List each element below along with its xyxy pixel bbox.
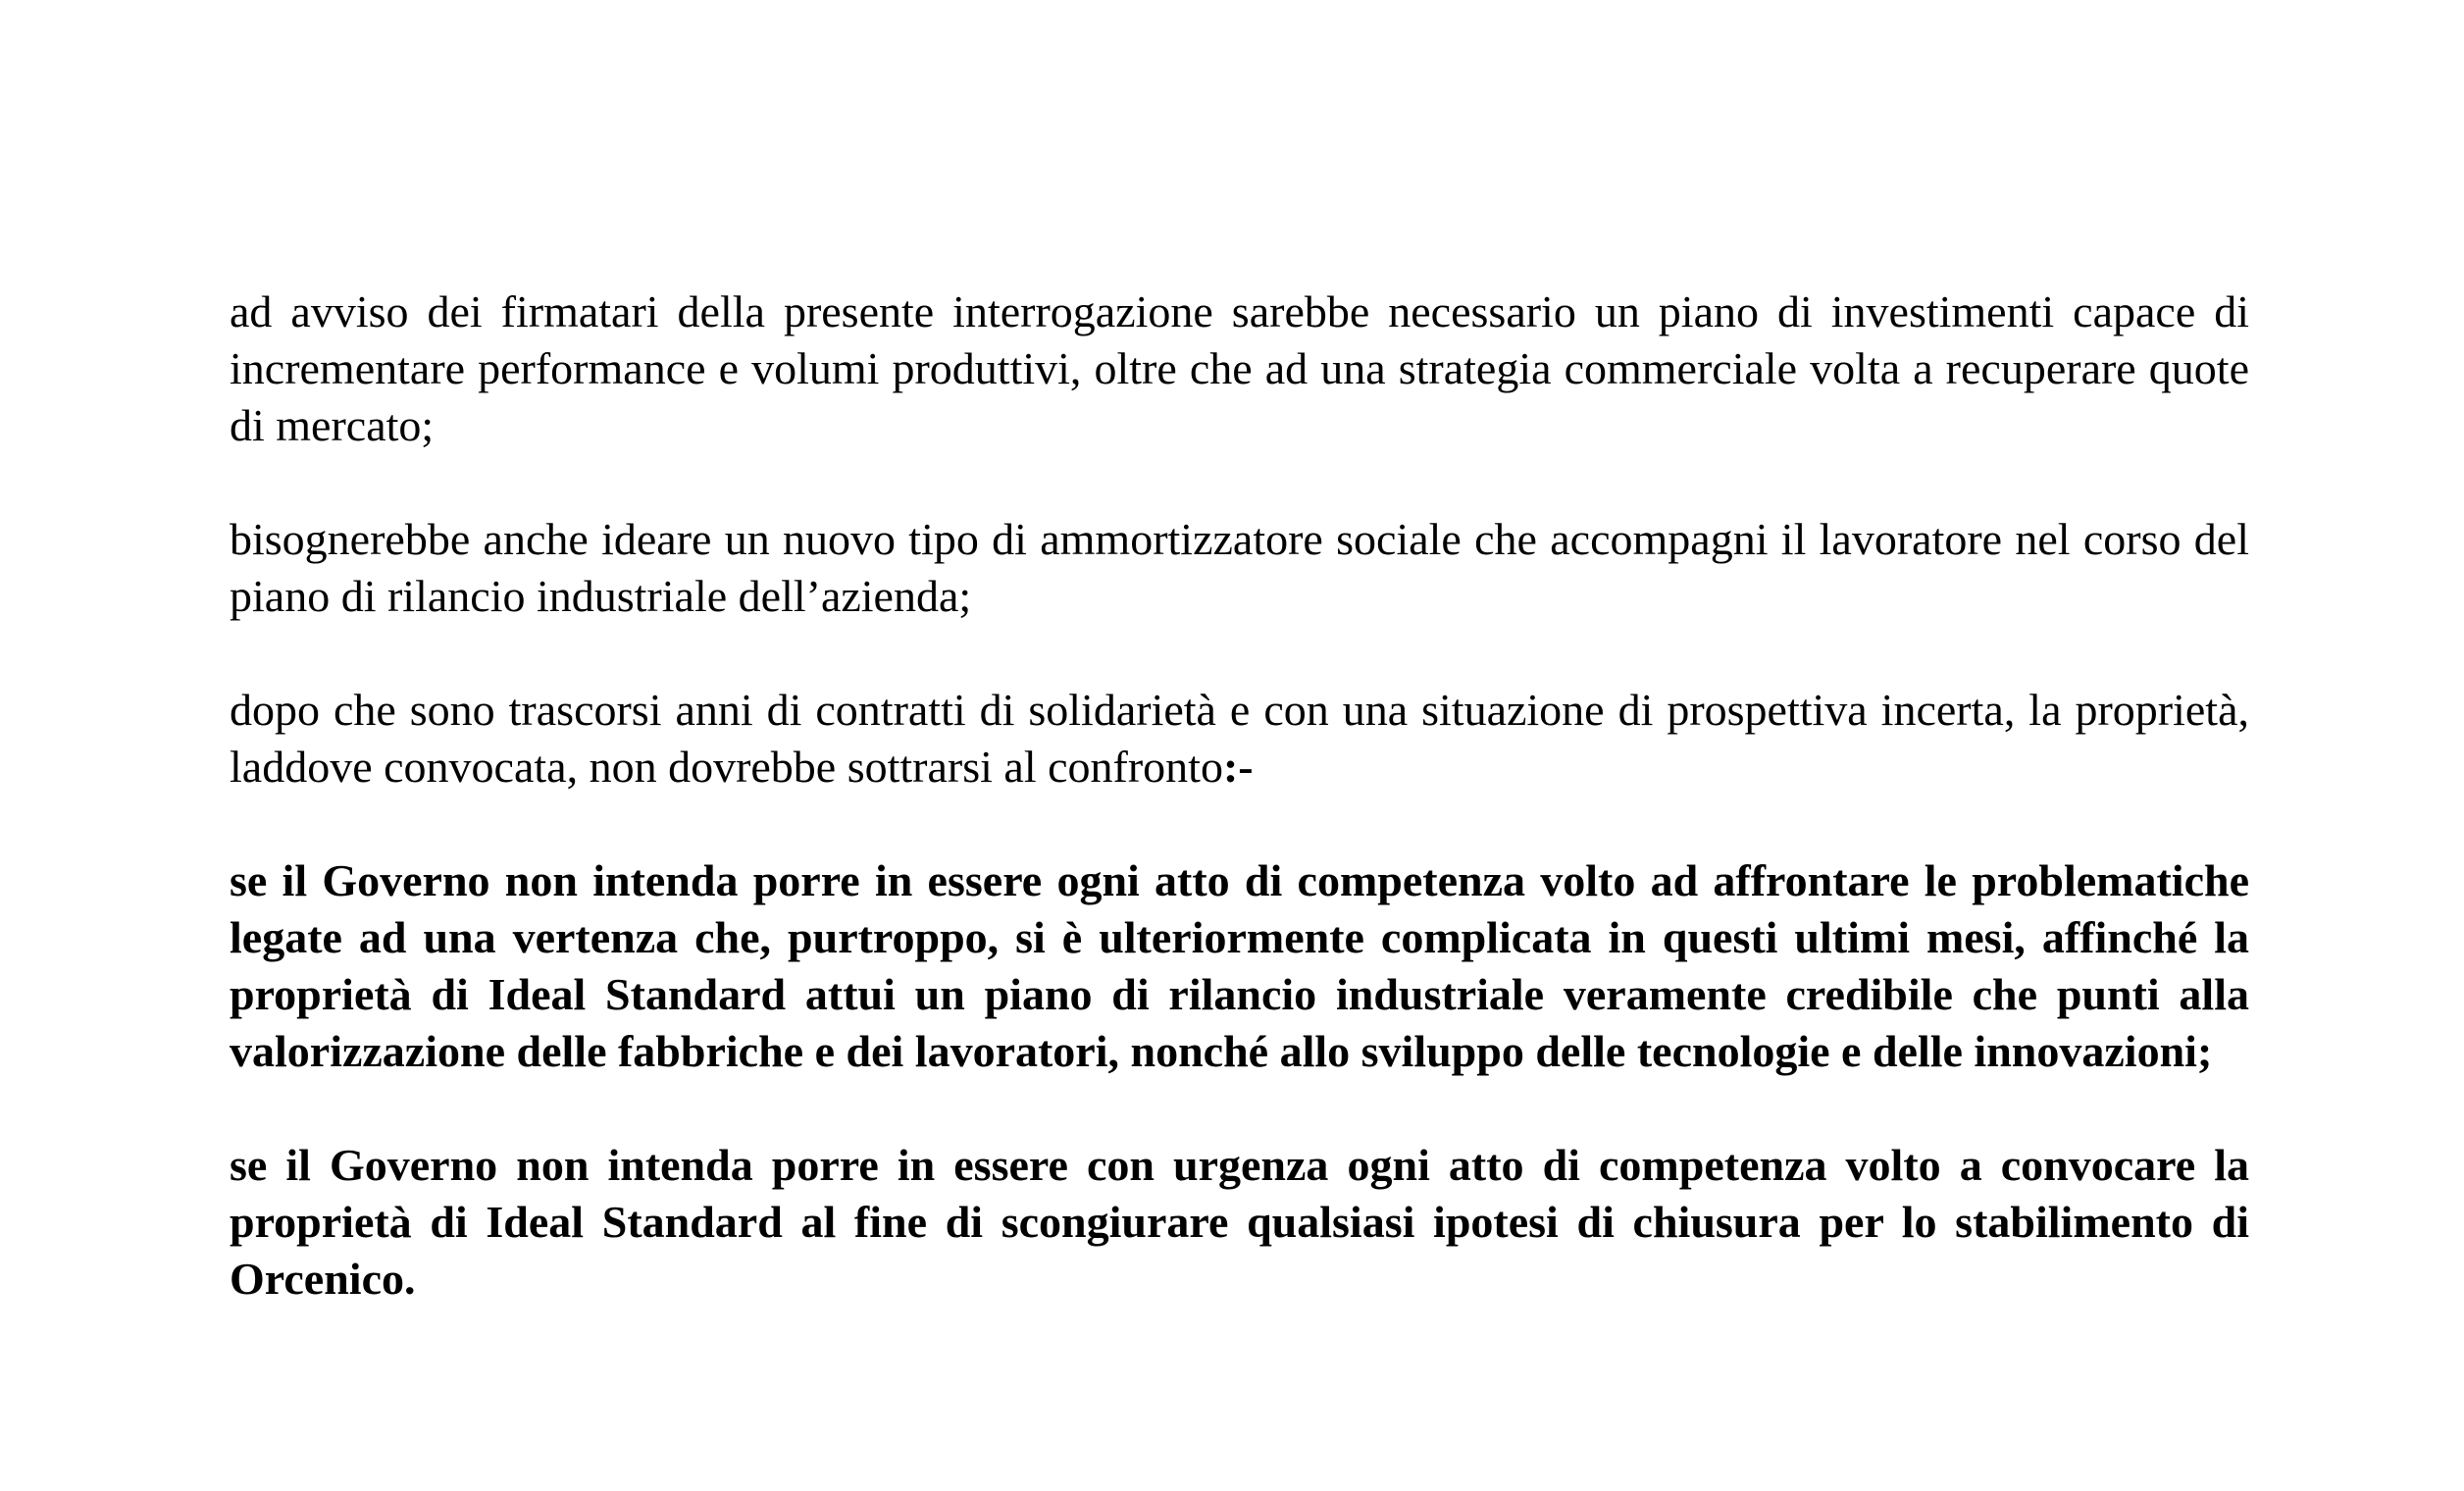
paragraph-investment-plan: ad avviso dei firmatari della presente interrogazione sarebbe necessario un piano di investimenti capace di incrementare performance e volumi produttivi, oltre che ad una strategia commerciale volta a recuperare quote di mercato; [230, 286, 2249, 450]
paragraph-solidarity-contracts-text: dopo che sono trascorsi anni di contratti di solidarietà e con una situazione di prospettiva incerta, la proprietà, laddove convocata, non dovrebbe sottrarsi al confronto [230, 685, 2249, 792]
question-convene-ownership: se il Governo non intenda porre in essere con urgenza ogni atto di competenza volto a convocare la proprietà di Ideal Standard al fine di scongiurare qualsiasi ipotesi di chiusura per lo stabilimento di Orcenico. [230, 1140, 2249, 1304]
paragraph-social-shock-absorber: bisognerebbe anche ideare un nuovo tipo di ammortizzatore sociale che accompagni il lavoratore nel corso del piano di rilancio industriale dell’azienda; [230, 514, 2249, 621]
paragraph-solidarity-contracts [230, 682, 2249, 796]
paragraph-solidarity-contracts-suffix: :- [1222, 742, 1254, 792]
question-relaunch-plan: se il Governo non intenda porre in essere ogni atto di competenza volto ad affrontare le problematiche legate ad una vertenza che, purtroppo, si è ulteriormente complicata in questi ultimi mesi, affinché la proprietà di Ideal Standard attui un piano di rilancio industriale veramente credibile che punti alla valorizzazione delle fabbriche e dei lavoratori, nonché allo sviluppo delle tecnologie e delle innovazioni; [230, 855, 2249, 1076]
document-body [230, 283, 2249, 1308]
